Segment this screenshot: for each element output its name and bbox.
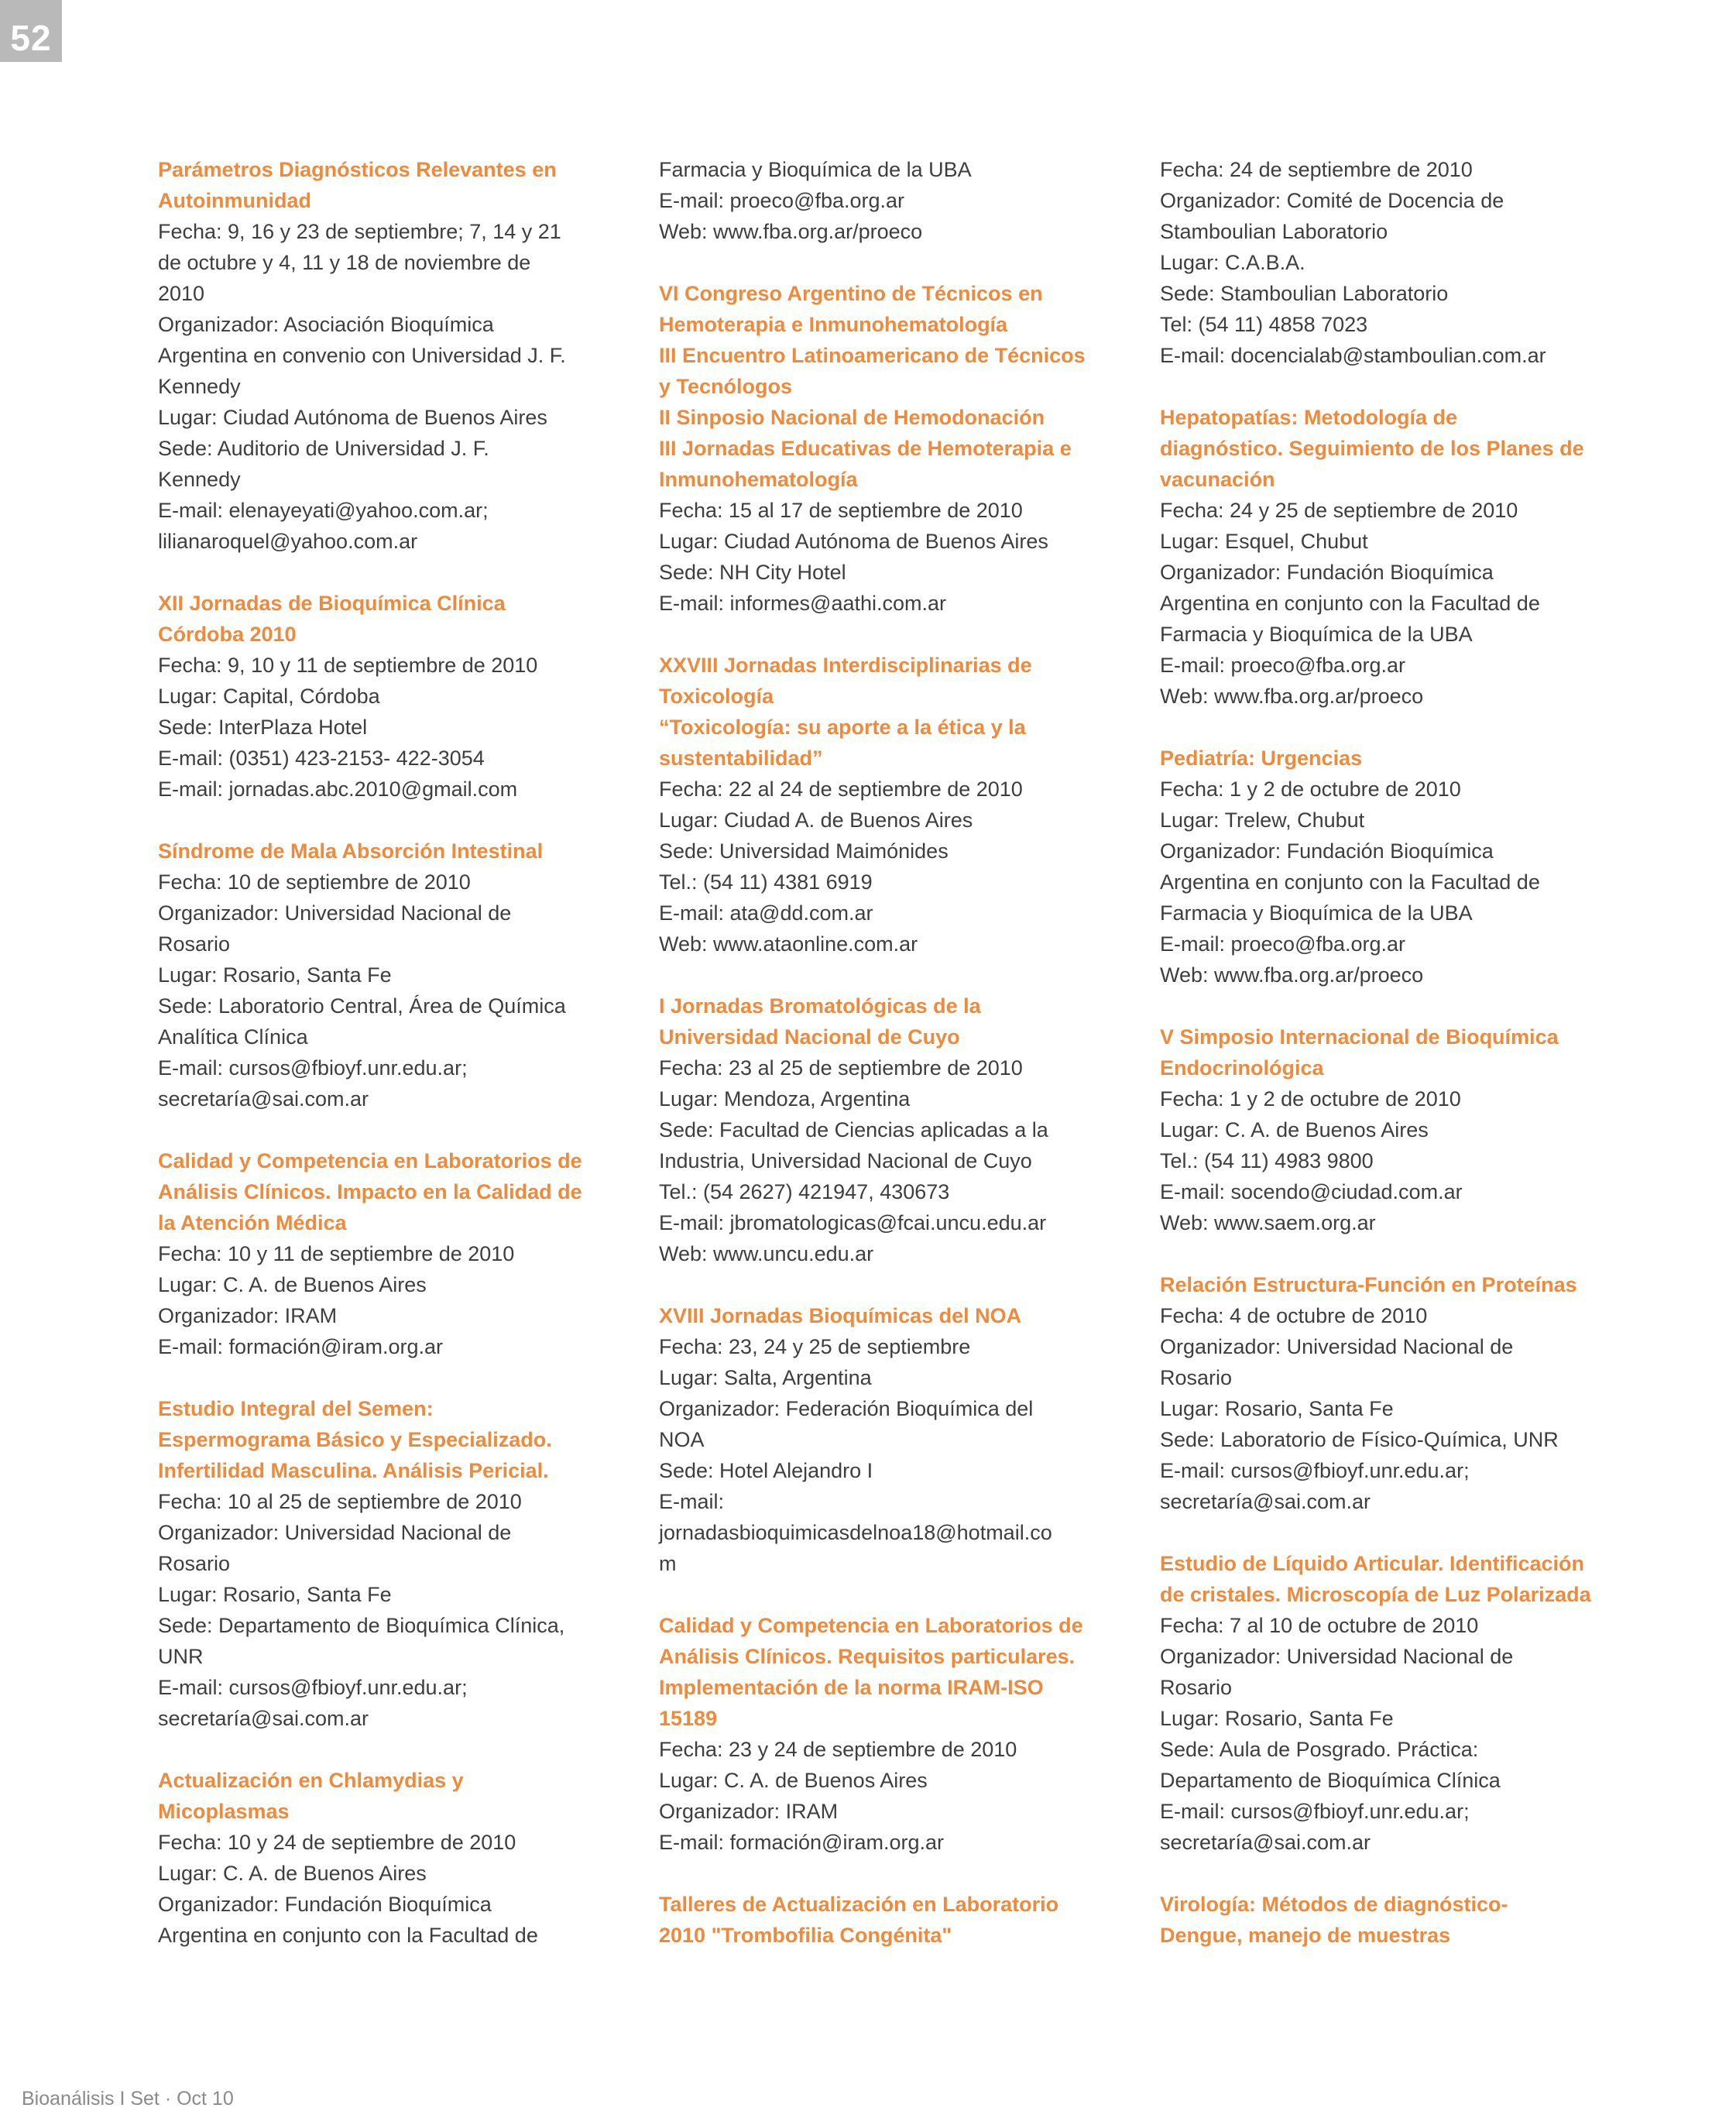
event-detail-line: Web: www.uncu.edu.ar — [659, 1242, 874, 1265]
event-detail-line: Argentina en conjunto con la Facultad de — [1160, 592, 1540, 615]
event-detail-line: Sede: Stamboulian Laboratorio — [1160, 282, 1449, 305]
event-detail-line: E-mail: socendo@ciudad.com.ar — [1160, 1180, 1463, 1203]
event-detail-line: Sede: Auditorio de Universidad J. F. — [158, 437, 489, 460]
event-detail-line: Web: www.saem.org.ar — [1160, 1211, 1376, 1234]
event-detail-line: E-mail: proeco@fba.org.ar — [1160, 932, 1406, 956]
event-detail-line: 2010 — [158, 282, 205, 305]
event-title-line: Talleres de Actualización en Laboratorio — [659, 1893, 1059, 1916]
event-detail-line: Lugar: Mendoza, Argentina — [659, 1087, 911, 1111]
event-title-line: Pediatría: Urgencias — [1160, 747, 1363, 770]
column-middle — [659, 154, 1124, 1982]
event-detail-line: Organizador: Federación Bioquímica del — [659, 1397, 1034, 1420]
event-entry — [158, 154, 623, 557]
event-detail-line: Fecha: 4 de octubre de 2010 — [1160, 1304, 1428, 1327]
event-detail-line: secretaría@sai.com.ar — [1160, 1831, 1371, 1854]
event-detail-line: secretaría@sai.com.ar — [158, 1707, 369, 1730]
event-entry — [1160, 1269, 1624, 1517]
event-detail-line: Kennedy — [158, 375, 241, 398]
event-title-line: Implementación de la norma IRAM-ISO — [659, 1676, 1044, 1699]
event-detail-line: Fecha: 10 de septiembre de 2010 — [158, 870, 471, 894]
event-title-line: Dengue, manejo de muestras — [1160, 1924, 1451, 1947]
event-title-line: Estudio Integral del Semen: — [158, 1397, 434, 1420]
event-entry — [659, 1300, 1124, 1579]
event-detail-line: Rosario — [158, 1552, 231, 1575]
event-detail-line: Fecha: 24 de septiembre de 2010 — [1160, 158, 1473, 181]
event-detail-line: Argentina en convenio con Universidad J. F. — [158, 344, 566, 367]
event-title-line: de cristales. Microscopía de Luz Polarizada — [1160, 1583, 1591, 1606]
event-detail-line: Analítica Clínica — [158, 1025, 308, 1049]
event-detail-line: m — [659, 1552, 677, 1575]
event-detail-line: Rosario — [1160, 1676, 1233, 1699]
event-detail-line: Fecha: 10 y 24 de septiembre de 2010 — [158, 1831, 516, 1854]
event-detail-line: Tel.: (54 11) 4381 6919 — [659, 870, 873, 894]
column-right — [1160, 154, 1624, 1982]
event-detail-line: Web: www.fba.org.ar/proeco — [1160, 963, 1424, 987]
event-title-line: V Simposio Internacional de Bioquímica — [1160, 1025, 1559, 1049]
event-detail-line: Sede: Departamento de Bioquímica Clínica, — [158, 1614, 565, 1637]
event-detail-line: Organizador: Fundación Bioquímica — [158, 1893, 492, 1916]
event-detail-line: E-mail: (0351) 423-2153- 422-3054 — [158, 747, 485, 770]
event-detail-line: Farmacia y Bioquímica de la UBA — [1160, 901, 1473, 925]
event-detail-line: E-mail: jbromatologicas@fcai.uncu.edu.ar — [659, 1211, 1047, 1234]
event-title-line: Relación Estructura-Función en Proteínas — [1160, 1273, 1577, 1296]
event-detail-line: Tel.: (54 11) 4983 9800 — [1160, 1149, 1374, 1172]
event-detail-line: jornadasbioquimicasdelnoa18@hotmail.co — [659, 1521, 1052, 1544]
event-title-line: sustentabilidad” — [659, 747, 823, 770]
event-title-line: Síndrome de Mala Absorción Intestinal — [158, 839, 544, 863]
event-entry — [158, 588, 623, 805]
event-detail-line: Argentina en conjunto con la Facultad de — [1160, 870, 1540, 894]
event-detail-line: Fecha: 23 y 24 de septiembre de 2010 — [659, 1738, 1017, 1761]
event-title-line: Virología: Métodos de diagnóstico- — [1160, 1893, 1508, 1916]
event-detail-line: Stamboulian Laboratorio — [1160, 220, 1388, 243]
event-title-line: Análisis Clínicos. Requisitos particulares. — [659, 1645, 1076, 1668]
event-detail-line: NOA — [659, 1428, 705, 1451]
event-detail-line: E-mail: ata@dd.com.ar — [659, 901, 873, 925]
event-entry — [659, 650, 1124, 960]
event-detail-line: Sede: Universidad Maimónides — [659, 839, 949, 863]
event-detail-line: Web: www.fba.org.ar/proeco — [659, 220, 923, 243]
event-title-line: III Jornadas Educativas de Hemoterapia e — [659, 437, 1072, 460]
event-detail-line: secretaría@sai.com.ar — [1160, 1490, 1371, 1513]
event-detail-line: Lugar: Salta, Argentina — [659, 1366, 872, 1389]
event-title-line: I Jornadas Bromatológicas de la — [659, 994, 981, 1018]
event-title-line: Endocrinológica — [1160, 1056, 1324, 1080]
event-detail-line: Lugar: C. A. de Buenos Aires — [1160, 1118, 1429, 1141]
event-detail-line: Fecha: 22 al 24 de septiembre de 2010 — [659, 778, 1023, 801]
event-entry — [1160, 1889, 1624, 1951]
event-title-line: Córdoba 2010 — [158, 623, 297, 646]
event-detail-line: de octubre y 4, 11 y 18 de noviembre de — [158, 251, 531, 274]
event-detail-line: Lugar: Rosario, Santa Fe — [158, 1583, 392, 1606]
event-detail-line: Fecha: 7 al 10 de octubre de 2010 — [1160, 1614, 1479, 1637]
event-detail-line: Fecha: 1 y 2 de octubre de 2010 — [1160, 778, 1461, 801]
event-title-line: diagnóstico. Seguimiento de los Planes de — [1160, 437, 1584, 460]
event-detail-line: E-mail: formación@iram.org.ar — [158, 1335, 443, 1358]
event-detail-line: E-mail: cursos@fbioyf.unr.edu.ar; — [1160, 1800, 1470, 1823]
event-entry — [659, 278, 1124, 619]
event-entry — [1160, 402, 1624, 712]
event-detail-line: Departamento de Bioquímica Clínica — [1160, 1769, 1501, 1792]
event-detail-line: Lugar: C. A. de Buenos Aires — [158, 1862, 427, 1885]
event-detail-line: Tel.: (54 2627) 421947, 430673 — [659, 1180, 950, 1203]
event-entry — [158, 1145, 623, 1362]
footer-publication: Bioanálisis I Set · Oct 10 — [22, 2088, 234, 2110]
event-title-line: vacunación — [1160, 468, 1275, 491]
event-detail-line: Farmacia y Bioquímica de la UBA — [659, 158, 972, 181]
event-detail-line: Fecha: 10 y 11 de septiembre de 2010 — [158, 1242, 515, 1265]
event-detail-line: Fecha: 23 al 25 de septiembre de 2010 — [659, 1056, 1023, 1080]
event-detail-line: Fecha: 9, 16 y 23 de septiembre; 7, 14 y 21 — [158, 220, 561, 243]
event-title-line: Universidad Nacional de Cuyo — [659, 1025, 960, 1049]
event-entry — [1160, 154, 1624, 371]
event-entry — [158, 836, 623, 1114]
event-detail-line: Organizador: Comité de Docencia de — [1160, 189, 1504, 212]
event-detail-line: lilianaroquel@yahoo.com.ar — [158, 530, 418, 553]
event-detail-line: Lugar: Rosario, Santa Fe — [1160, 1707, 1394, 1730]
event-detail-line: Lugar: Rosario, Santa Fe — [158, 963, 392, 987]
event-entry — [659, 990, 1124, 1269]
event-detail-line: E-mail: elenayeyati@yahoo.com.ar; — [158, 499, 489, 522]
column-left — [158, 154, 623, 1982]
event-detail-line: Kennedy — [158, 468, 241, 491]
event-title-line: 15189 — [659, 1707, 718, 1730]
event-detail-line: E-mail: docencialab@stamboulian.com.ar — [1160, 344, 1546, 367]
event-title-line: Inmunohematología — [659, 468, 858, 491]
event-detail-line: E-mail: cursos@fbioyf.unr.edu.ar; — [158, 1056, 468, 1080]
event-title-line: Calidad y Competencia en Laboratorios de — [659, 1614, 1083, 1637]
event-entry — [1160, 1548, 1624, 1858]
event-title-line: 2010 "Trombofilia Congénita" — [659, 1924, 952, 1947]
event-detail-line: Fecha: 24 y 25 de septiembre de 2010 — [1160, 499, 1518, 522]
event-title-line: la Atención Médica — [158, 1211, 347, 1234]
event-detail-line: Web: www.fba.org.ar/proeco — [1160, 685, 1424, 708]
event-detail-line: Lugar: C. A. de Buenos Aires — [659, 1769, 928, 1792]
event-detail-line: Lugar: C.A.B.A. — [1160, 251, 1305, 274]
event-detail-line: Fecha: 10 al 25 de septiembre de 2010 — [158, 1490, 522, 1513]
event-entry — [158, 1393, 623, 1734]
event-detail-line: Sede: InterPlaza Hotel — [158, 716, 368, 739]
event-detail-line: E-mail: proeco@fba.org.ar — [659, 189, 905, 212]
event-detail-line: Web: www.ataonline.com.ar — [659, 932, 918, 956]
event-detail-line: Organizador: Universidad Nacional de — [1160, 1645, 1514, 1668]
event-detail-line: Organizador: Fundación Bioquímica — [1160, 561, 1494, 584]
event-title-line: Actualización en Chlamydias y — [158, 1769, 464, 1792]
event-detail-line: Rosario — [158, 932, 231, 956]
event-detail-line: Fecha: 1 y 2 de octubre de 2010 — [1160, 1087, 1461, 1111]
event-detail-line: Organizador: Universidad Nacional de — [1160, 1335, 1514, 1358]
event-title-line: XXVIII Jornadas Interdisciplinarias de — [659, 654, 1032, 677]
event-title-line: Análisis Clínicos. Impacto en la Calidad de — [158, 1180, 582, 1203]
event-title-line: Estudio de Líquido Articular. Identificación — [1160, 1552, 1585, 1575]
event-detail-line: secretaría@sai.com.ar — [158, 1087, 369, 1111]
event-entry — [1160, 1021, 1624, 1238]
event-detail-line: Tel: (54 11) 4858 7023 — [1160, 313, 1368, 336]
page-number-badge: 52 — [0, 0, 62, 62]
event-entry — [659, 154, 1124, 247]
event-detail-line: Fecha: 23, 24 y 25 de septiembre — [659, 1335, 971, 1358]
event-title-line: Infertilidad Masculina. Análisis Pericial. — [158, 1459, 549, 1482]
event-detail-line: Sede: Facultad de Ciencias aplicadas a la — [659, 1118, 1048, 1141]
event-detail-line: Fecha: 9, 10 y 11 de septiembre de 2010 — [158, 654, 538, 677]
event-detail-line: Organizador: Fundación Bioquímica — [1160, 839, 1494, 863]
event-detail-line: E-mail: jornadas.abc.2010@gmail.com — [158, 778, 518, 801]
event-entry — [1160, 743, 1624, 990]
event-title-line: Micoplasmas — [158, 1800, 290, 1823]
event-detail-line: Fecha: 15 al 17 de septiembre de 2010 — [659, 499, 1023, 522]
event-detail-line: Lugar: Rosario, Santa Fe — [1160, 1397, 1394, 1420]
event-detail-line: UNR — [158, 1645, 204, 1668]
event-detail-line: Organizador: IRAM — [659, 1800, 839, 1823]
event-detail-line: Sede: NH City Hotel — [659, 561, 846, 584]
event-detail-line: Lugar: Capital, Córdoba — [158, 685, 380, 708]
event-title-line: y Tecnólogos — [659, 375, 793, 398]
event-title-line: VI Congreso Argentino de Técnicos en — [659, 282, 1043, 305]
event-detail-line: Rosario — [1160, 1366, 1233, 1389]
event-detail-line: Lugar: Esquel, Chubut — [1160, 530, 1368, 553]
event-title-line: Parámetros Diagnósticos Relevantes en — [158, 158, 557, 181]
event-detail-line: E-mail: formación@iram.org.ar — [659, 1831, 944, 1854]
event-entry — [659, 1889, 1124, 1951]
event-detail-line: Sede: Laboratorio de Físico-Química, UNR — [1160, 1428, 1559, 1451]
event-detail-line: Lugar: Ciudad Autónoma de Buenos Aires — [158, 406, 547, 429]
event-title-line: Autoinmunidad — [158, 189, 311, 212]
event-detail-line: Argentina en conjunto con la Facultad de — [158, 1924, 538, 1947]
event-detail-line: Farmacia y Bioquímica de la UBA — [1160, 623, 1473, 646]
event-detail-line: Lugar: Ciudad A. de Buenos Aires — [659, 808, 973, 832]
event-entry — [158, 1765, 623, 1951]
event-title-line: Espermograma Básico y Especializado. — [158, 1428, 552, 1451]
event-detail-line: E-mail: proeco@fba.org.ar — [1160, 654, 1406, 677]
event-detail-line: Sede: Aula de Posgrado. Práctica: — [1160, 1738, 1479, 1761]
event-detail-line: E-mail: — [659, 1490, 725, 1513]
event-title-line: Toxicología — [659, 685, 774, 708]
event-detail-line: Lugar: Ciudad Autónoma de Buenos Aires — [659, 530, 1048, 553]
event-detail-line: E-mail: informes@aathi.com.ar — [659, 592, 947, 615]
event-detail-line: Lugar: C. A. de Buenos Aires — [158, 1273, 427, 1296]
event-detail-line: Organizador: Asociación Bioquímica — [158, 313, 494, 336]
event-detail-line: E-mail: cursos@fbioyf.unr.edu.ar; — [1160, 1459, 1470, 1482]
event-title-line: III Encuentro Latinoamericano de Técnicos — [659, 344, 1086, 367]
event-detail-line: Lugar: Trelew, Chubut — [1160, 808, 1365, 832]
event-detail-line: Organizador: IRAM — [158, 1304, 338, 1327]
event-detail-line: Organizador: Universidad Nacional de — [158, 901, 512, 925]
event-title-line: Calidad y Competencia en Laboratorios de — [158, 1149, 582, 1172]
event-detail-line: E-mail: cursos@fbioyf.unr.edu.ar; — [158, 1676, 468, 1699]
event-detail-line: Organizador: Universidad Nacional de — [158, 1521, 512, 1544]
event-detail-line: Sede: Hotel Alejandro I — [659, 1459, 873, 1482]
event-title-line: XII Jornadas de Bioquímica Clínica — [158, 592, 506, 615]
event-title-line: XVIII Jornadas Bioquímicas del NOA — [659, 1304, 1022, 1327]
event-title-line: II Sinposio Nacional de Hemodonación — [659, 406, 1045, 429]
event-title-line: Hemoterapia e Inmunohematología — [659, 313, 1008, 336]
event-title-line: Hepatopatías: Metodología de — [1160, 406, 1458, 429]
event-detail-line: Industria, Universidad Nacional de Cuyo — [659, 1149, 1032, 1172]
event-detail-line: Sede: Laboratorio Central, Área de Química — [158, 994, 566, 1018]
event-title-line: “Toxicología: su aporte a la ética y la — [659, 716, 1026, 739]
event-entry — [659, 1610, 1124, 1858]
